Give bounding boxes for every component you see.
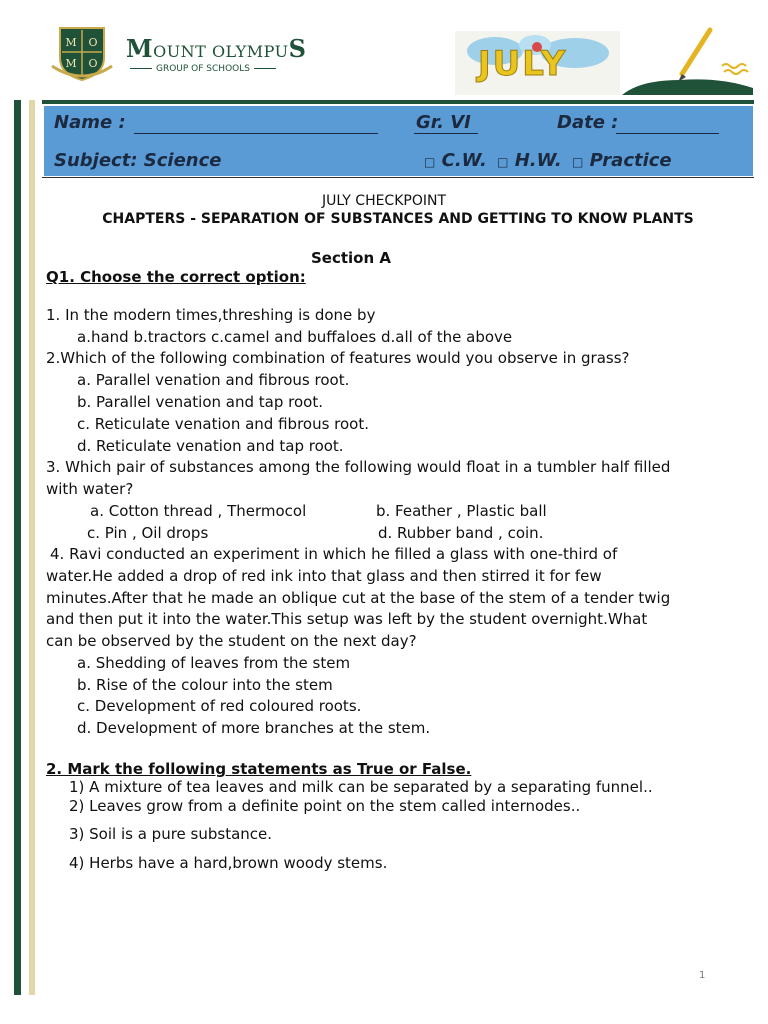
q1-item-3-line: with water? — [46, 480, 134, 498]
school-name-middle: OUNT OLYMPU — [153, 42, 289, 61]
school-name-initial: M — [126, 34, 154, 63]
school-subtitle — [126, 64, 306, 74]
q1-item-2-option-b: b. Parallel venation and tap root. — [77, 393, 323, 411]
q2-statement-1: 1) A mixture of tea leaves and milk can be separated by a separating funnel.. — [69, 778, 653, 796]
q1-item-4-line: water.He added a drop of red ink into that glass and then stirred it for few — [46, 567, 602, 585]
q2-heading: 2. Mark the following statements as True or False. — [46, 760, 472, 778]
school-name-end: S — [288, 34, 307, 63]
q1-item-2-option-c: c. Reticulate venation and fibrous root. — [77, 415, 370, 433]
q2-statement-3: 3) Soil is a pure substance. — [69, 825, 273, 843]
page-number: 1 — [699, 970, 706, 981]
cw-checkbox[interactable]: □ — [424, 155, 436, 169]
q1-item-4-option-c: c. Development of red coloured roots. — [77, 697, 362, 715]
q1-heading: Q1. Choose the correct option: — [46, 268, 306, 286]
date-label: Date : — [557, 112, 619, 133]
school-crest-icon — [50, 22, 114, 82]
q1-item-3-option-c: c. Pin , Oil drops — [87, 524, 209, 542]
crest-letter: M — [65, 57, 77, 70]
q1-item-1-options: a.hand b.tractors c.camel and buffaloes d.all of the above — [77, 328, 513, 346]
july-word-art: JULY — [478, 44, 568, 84]
section-heading: Section A — [311, 249, 391, 267]
q1-item-4-line: and then put it into the water.This setup was left by the student overnight.What — [46, 610, 648, 628]
q1-item-2-option-d: d. Reticulate venation and tap root. — [77, 437, 344, 455]
header-bottom-rule — [42, 177, 754, 178]
chapters-title: CHAPTERS - SEPARATION OF SUBSTANCES AND GETTING TO KNOW PLANTS — [102, 211, 694, 227]
crest-letter: O — [88, 36, 98, 49]
q1-item-4-option-b: b. Rise of the colour into the stem — [77, 676, 333, 694]
school-subtitle-text: GROUP OF SCHOOLS — [156, 64, 250, 74]
q2-statement-2: 2) Leaves grow from a definite point on the stem called internodes.. — [69, 797, 581, 815]
q1-item-3-option-a: a. Cotton thread , Thermocol — [90, 502, 307, 520]
q1-item-1: 1. In the modern times,threshing is done by — [46, 306, 376, 324]
school-logo-text — [126, 34, 306, 74]
crest-letter: M — [65, 36, 77, 49]
left-border-bar-green — [14, 100, 21, 995]
q1-item-4-option-d: d. Development of more branches at the stem. — [77, 719, 431, 737]
q1-item-4-line: minutes.After that he made an oblique cut at the base of the stem of a tender twig — [46, 589, 671, 607]
q1-item-4-line: 4. Ravi conducted an experiment in which he filled a glass with one-third of — [50, 545, 618, 563]
date-field-line[interactable] — [616, 133, 719, 134]
q1-item-3-option-d: d. Rubber band , coin. — [378, 524, 544, 542]
q1-item-2-option-a: a. Parallel venation and fibrous root. — [77, 371, 350, 389]
q1-item-4-line: can be observed by the student on the next day? — [46, 632, 417, 650]
left-border-bar-cream — [29, 100, 35, 995]
q1-item-3-option-b: b. Feather , Plastic ball — [376, 502, 547, 520]
practice-checkbox[interactable]: □ — [572, 155, 584, 169]
name-label: Name : — [54, 112, 126, 133]
practice-label: Practice — [589, 150, 672, 171]
name-field-line[interactable] — [134, 133, 378, 134]
q1-item-3-line: 3. Which pair of substances among the following would float in a tumbler half filled — [46, 458, 671, 476]
grade-label: Gr. VI — [416, 112, 471, 133]
header-rule — [42, 100, 754, 104]
hw-checkbox[interactable]: □ — [497, 155, 509, 169]
cw-label: C.W. — [441, 150, 487, 171]
work-type-options — [424, 150, 672, 171]
q1-item-4-option-a: a. Shedding of leaves from the stem — [77, 654, 351, 672]
hw-label: H.W. — [514, 150, 562, 171]
pencil-icon — [620, 22, 755, 97]
q1-item-2: 2.Which of the following combination of features would you observe in grass? — [46, 349, 630, 367]
q2-statement-4: 4) Herbs have a hard,brown woody stems. — [69, 854, 388, 872]
crest-letter: O — [88, 57, 98, 70]
subject-label: Subject: Science — [54, 150, 222, 171]
doc-title: JULY CHECKPOINT — [321, 193, 447, 209]
grade-underline — [414, 133, 478, 134]
school-name — [126, 34, 306, 63]
